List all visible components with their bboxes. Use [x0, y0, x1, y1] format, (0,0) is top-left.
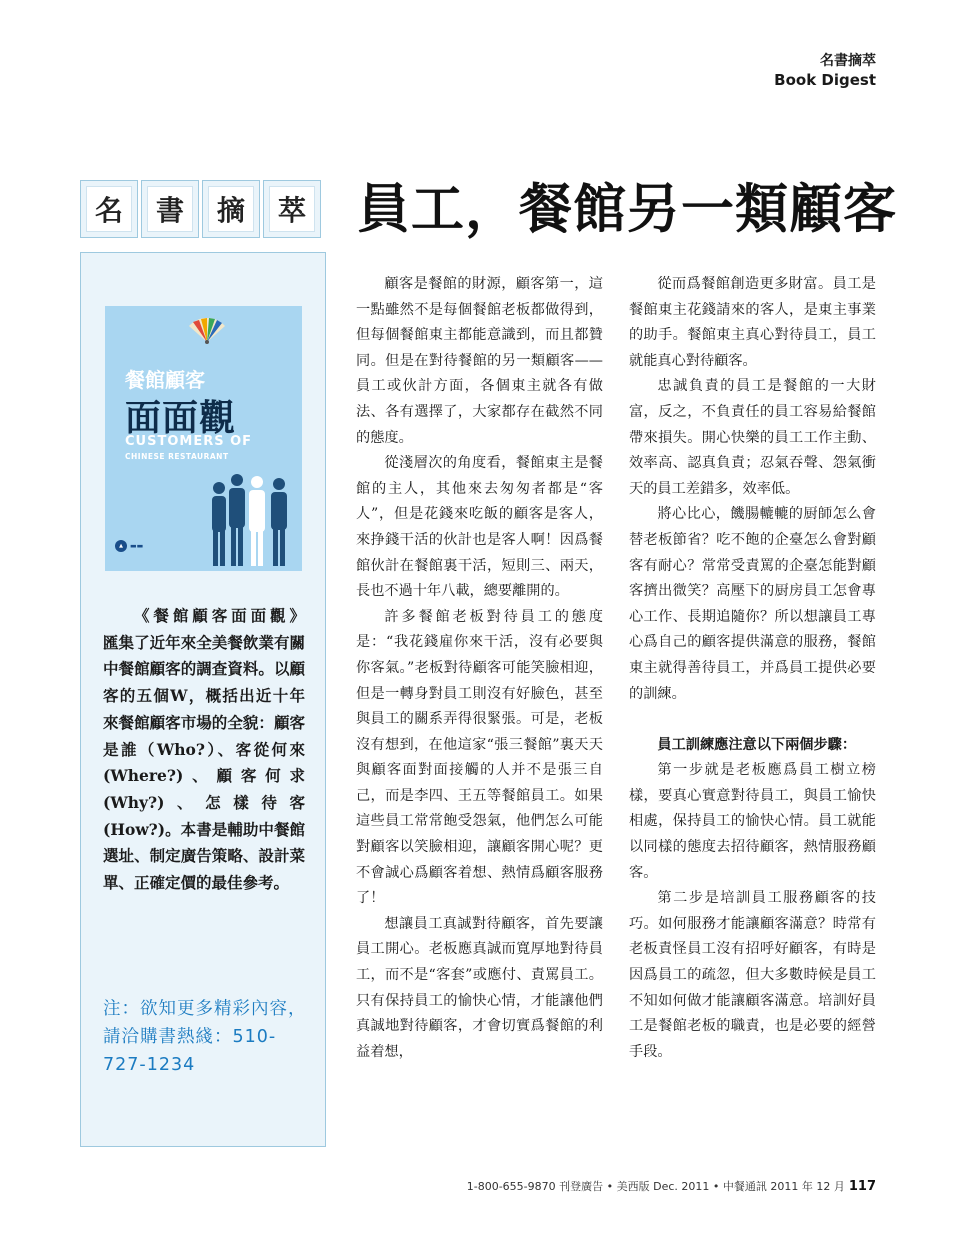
page-number: 117 [848, 1179, 876, 1194]
book-description [103, 603, 305, 897]
paragraph: 將心比心，饑腸轆轆的厨師怎么會替老板節省？吃不飽的企臺怎么會對顧客有耐心？常常受責罵的企臺怎能對顧客擠出微笑？高壓下的厨房員工怎會專心工作、長期追隨你？所以想讓員工專心爲自己的顧客提供滿意的服務，餐館東主就得善待員工，并爲員工提供必要的訓練。 [629, 506, 876, 702]
paragraph: 第二步是培訓員工服務顧客的技巧。如何服務才能讓顧客滿意？時常有老板責怪員工沒有招呼好顧客，有時是因爲員工的疏忽，但大多數時候是員工不知如何做才能讓顧客滿意。培訓好員工是餐館老板的職責，也是必要的經營手段。 [629, 890, 876, 1060]
people-figures-icon [209, 466, 297, 570]
sidebar-box [80, 252, 326, 1147]
section-tile [141, 180, 199, 238]
page-footer [467, 1178, 876, 1194]
section-tile-char: 摘 [208, 186, 254, 232]
article-title: 員工，餐館另一類顧客 [357, 178, 897, 240]
book-title-en-1: CUSTOMERS OF [125, 434, 253, 449]
section-name-en: Book Digest [774, 71, 876, 89]
section-name-zh: 名書摘萃 [820, 53, 876, 69]
section-tile [202, 180, 260, 238]
subheading: 員工訓練應注意以下兩個步驟： [657, 736, 857, 753]
paragraph: 從而爲餐館創造更多財富。員工是餐館東主花錢請來的客人，是東主事業的助手。餐館東主真心對待員工，員工就能真心對待顧客。 [629, 276, 876, 369]
paragraph: 許多餐館老板對待員工的態度是：“我花錢雇你來干活，沒有必要與你客氣。”老板對待顧客可能笑臉相迎，但是一轉身對員工則沒有好臉色，甚至與員工的關系弄得很緊張。可是，老板沒有想到，在他這家“張三餐館”裏天天與顧客面對面接觸的人并不是張三自己，而是李四、王五等餐館員工。如果這些員工常常飽受怨氣，他們怎么可能對顧客以笑臉相迎，讓顧客開心呢？更不會誠心爲顧客着想、熱情爲顧客服務了！ [356, 608, 603, 907]
book-title-big: 面面觀 [125, 397, 237, 439]
section-tile [263, 180, 321, 238]
paragraph: 從淺層次的角度看，餐館東主是餐館的主人，其他來去匆匆者都是“客人”，但是花錢來吃飯的顧客是客人，來挣錢干活的伙計也是客人啊！因爲餐館伙計在餐館裏干活，短則三、兩天，長也不過十年八載，總要離開的。 [356, 455, 603, 600]
section-tile-char: 萃 [269, 186, 315, 232]
footer-text: 1-800-655-9870 刊登廣告 • 美西版 Dec. 2011 • 中餐通訊 2011 年 12 月 [466, 1180, 845, 1193]
book-cover [105, 306, 302, 571]
section-tile [80, 180, 138, 238]
section-tile-char: 書 [147, 186, 193, 232]
paragraph: 忠誠負責的員工是餐館的一大財富，反之，不負責任的員工容易給餐館帶來損失。開心快樂的員工工作主動、效率高、認真負責；忍氣吞聲、怨氣衝天的員工差錯多，效率低。 [629, 378, 876, 497]
purchase-note: 注：欲知更多精彩內容，請洽購書熱綫：510-727-1234 [103, 999, 307, 1075]
publisher-logo: ▲ ▬▬ [115, 540, 143, 552]
book-description-body: 匯集了近年來全美餐飲業有關中餐館顧客的調查資料。以顧客的五個W，概括出近十年來餐館顧客市場的全貌：顧客是誰（Who?）、客從何來(Where?)、顧客何求(Why?)、怎樣待客(How?)。本書是輔助中餐館選址、制定廣告策略、設計菜單、正確定價的最佳參考。 [103, 632, 305, 893]
article-column-2 [629, 272, 876, 1065]
book-description-title: 《餐館顧客面面觀》 [134, 606, 305, 625]
section-tile-char: 名 [86, 186, 132, 232]
fan-icon [187, 318, 227, 344]
book-title-small: 餐館顧客 [125, 368, 205, 392]
section-tiles [80, 180, 321, 238]
paragraph: 第一步就是老板應爲員工樹立榜樣，要真心實意對待員工，與員工愉快相處，保持員工的愉快心情。員工就能以同樣的態度去招待顧客，熱情服務顧客。 [629, 762, 876, 881]
section-header [774, 52, 876, 90]
paragraph: 顧客是餐館的財源，顧客第一，這一點雖然不是每個餐館老板都做得到，但每個餐館東主都能意識到，而且都贊同。但是在對待餐館的另一類顧客——員工或伙計方面，各個東主就各有做法、各有選擇了，大家都存在截然不同的態度。 [356, 276, 603, 446]
paragraph: 想讓員工真誠對待顧客，首先要讓員工開心。老板應真誠而寬厚地對待員工，而不是“客套”或應付、責罵員工。只有保持員工的愉快心情，才能讓他們真誠地對待顧客，才會切實爲餐館的利益着想， [356, 915, 603, 1060]
book-title-en-2: CHINESE RESTAURANT [125, 452, 229, 461]
article-column-1 [356, 272, 603, 1065]
